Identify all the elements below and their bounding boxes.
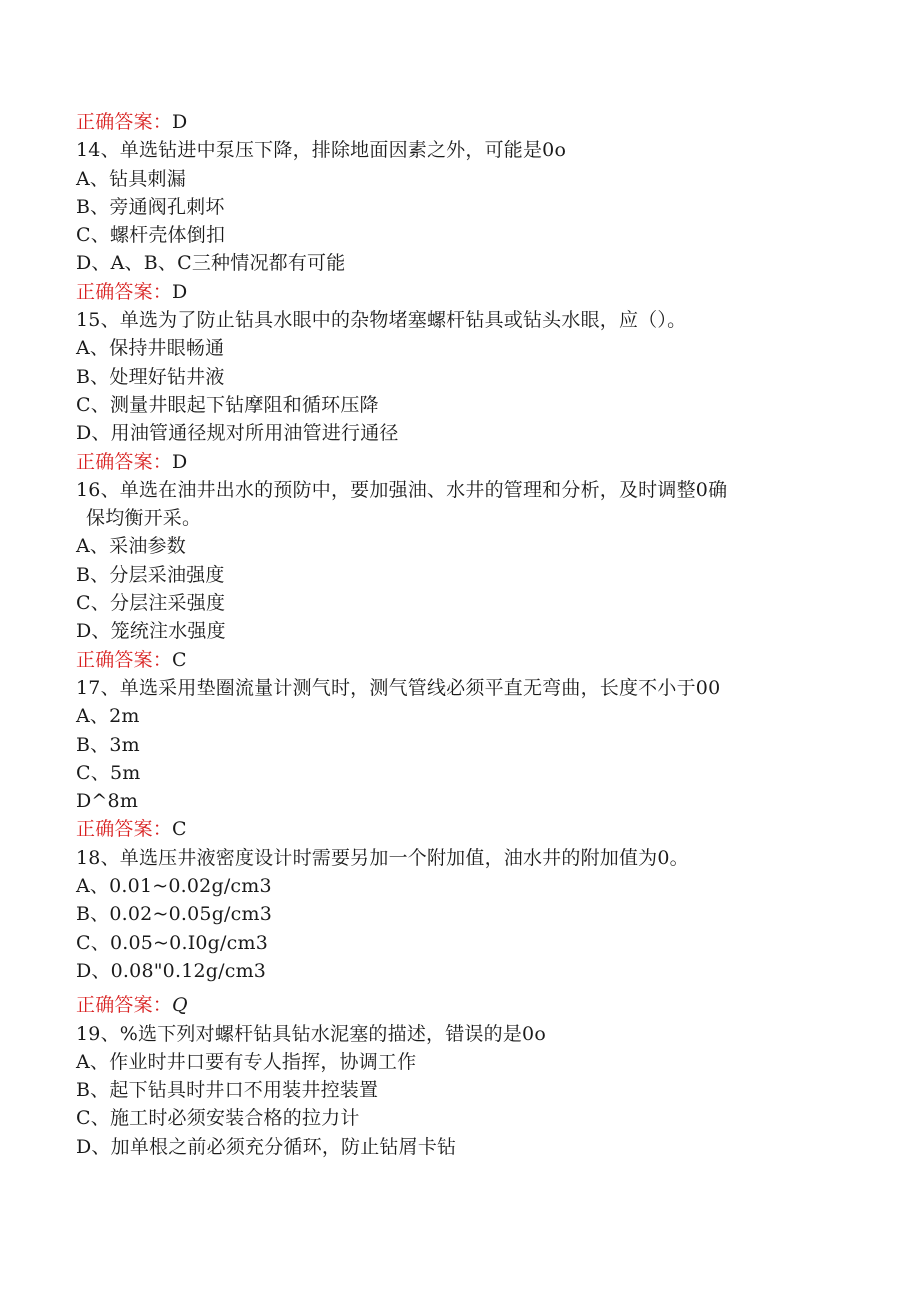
answer-line	[76, 448, 866, 476]
option-d: D、用油管通径规对所用油管进行通径	[76, 422, 399, 445]
option-d: D、笼统注水强度	[76, 620, 226, 643]
option-b: B、3m	[76, 733, 140, 756]
option-c: C、施工时必须安装合格的拉力计	[76, 1107, 360, 1130]
option-a: A、钻具刺漏	[76, 167, 186, 190]
question-15: 15、单选为了防止钻具水眼中的杂物堵塞螺杆钻具或钻头水眼，应（）。	[76, 309, 687, 332]
option-d: D^8m	[76, 790, 139, 813]
option-d: D、0.08"0.12g/cm3	[76, 959, 267, 982]
answer-label: 正确答案：	[76, 280, 173, 303]
answer-label: 正确答案：	[76, 450, 173, 473]
option-c: C、分层注采强度	[76, 592, 226, 615]
option-d: D、A、B、C三种情况都有可能	[76, 252, 346, 275]
answer-value: D	[172, 280, 188, 303]
option-a: A、作业时井口要有专人指挥，协调工作	[76, 1050, 417, 1073]
answer-line	[76, 278, 866, 306]
question-16: 16、单选在油井出水的预防中，要加强油、水井的管理和分析，及时调整0确	[76, 478, 728, 501]
option-b: B、0.02~0.05g/cm3	[76, 903, 273, 926]
option-c: C、测量井眼起下钻摩阻和循环压降	[76, 393, 379, 416]
answer-value: C	[172, 648, 187, 671]
answer-line	[76, 991, 866, 1019]
option-c: C、0.05~0.I0g/cm3	[76, 931, 268, 954]
option-c: C、5m	[76, 761, 141, 784]
option-a: A、2m	[76, 705, 140, 728]
option-b: B、旁通阀孔刺坏	[76, 195, 225, 218]
question-16-continuation: 保均衡开采。	[86, 507, 202, 530]
option-c: C、螺杆壳体倒扣	[76, 224, 226, 247]
answer-value: C	[172, 818, 187, 841]
option-a: A、保持井眼畅通	[76, 337, 225, 360]
question-19: 19、%选下列对螺杆钻具钻水泥塞的描述，错误的是0o	[76, 1022, 546, 1045]
answer-line	[76, 815, 866, 843]
option-b: B、处理好钻井液	[76, 365, 225, 388]
option-b: B、起下钻具时井口不用装井控装置	[76, 1079, 379, 1102]
answer-label: 正确答案：	[76, 648, 173, 671]
option-a: A、采油参数	[76, 535, 186, 558]
answer-value: D	[172, 111, 188, 133]
option-a: A、0.01~0.02g/cm3	[76, 875, 272, 898]
document-page	[76, 108, 866, 1161]
option-d: D、加单根之前必须充分循环，防止钻屑卡钻	[76, 1135, 457, 1158]
question-18: 18、单选压井液密度设计时需要另加一个附加值，油水井的附加值为0。	[76, 846, 689, 869]
answer-value: D	[172, 450, 188, 473]
option-b: B、分层采油强度	[76, 563, 225, 586]
answer-line	[76, 646, 866, 674]
answer-label: 正确答案：	[76, 818, 173, 841]
answer-label: 正确答案：	[76, 111, 173, 133]
question-17: 17、单选采用垫圈流量计测气时，测气管线必须平直无弯曲，长度不小于00	[76, 676, 721, 699]
answer-value: Q	[172, 994, 188, 1017]
answer-label: 正确答案：	[76, 994, 173, 1017]
answer-line	[76, 108, 866, 136]
question-14: 14、单选钻进中泵压下降，排除地面因素之外，可能是0o	[76, 139, 567, 162]
